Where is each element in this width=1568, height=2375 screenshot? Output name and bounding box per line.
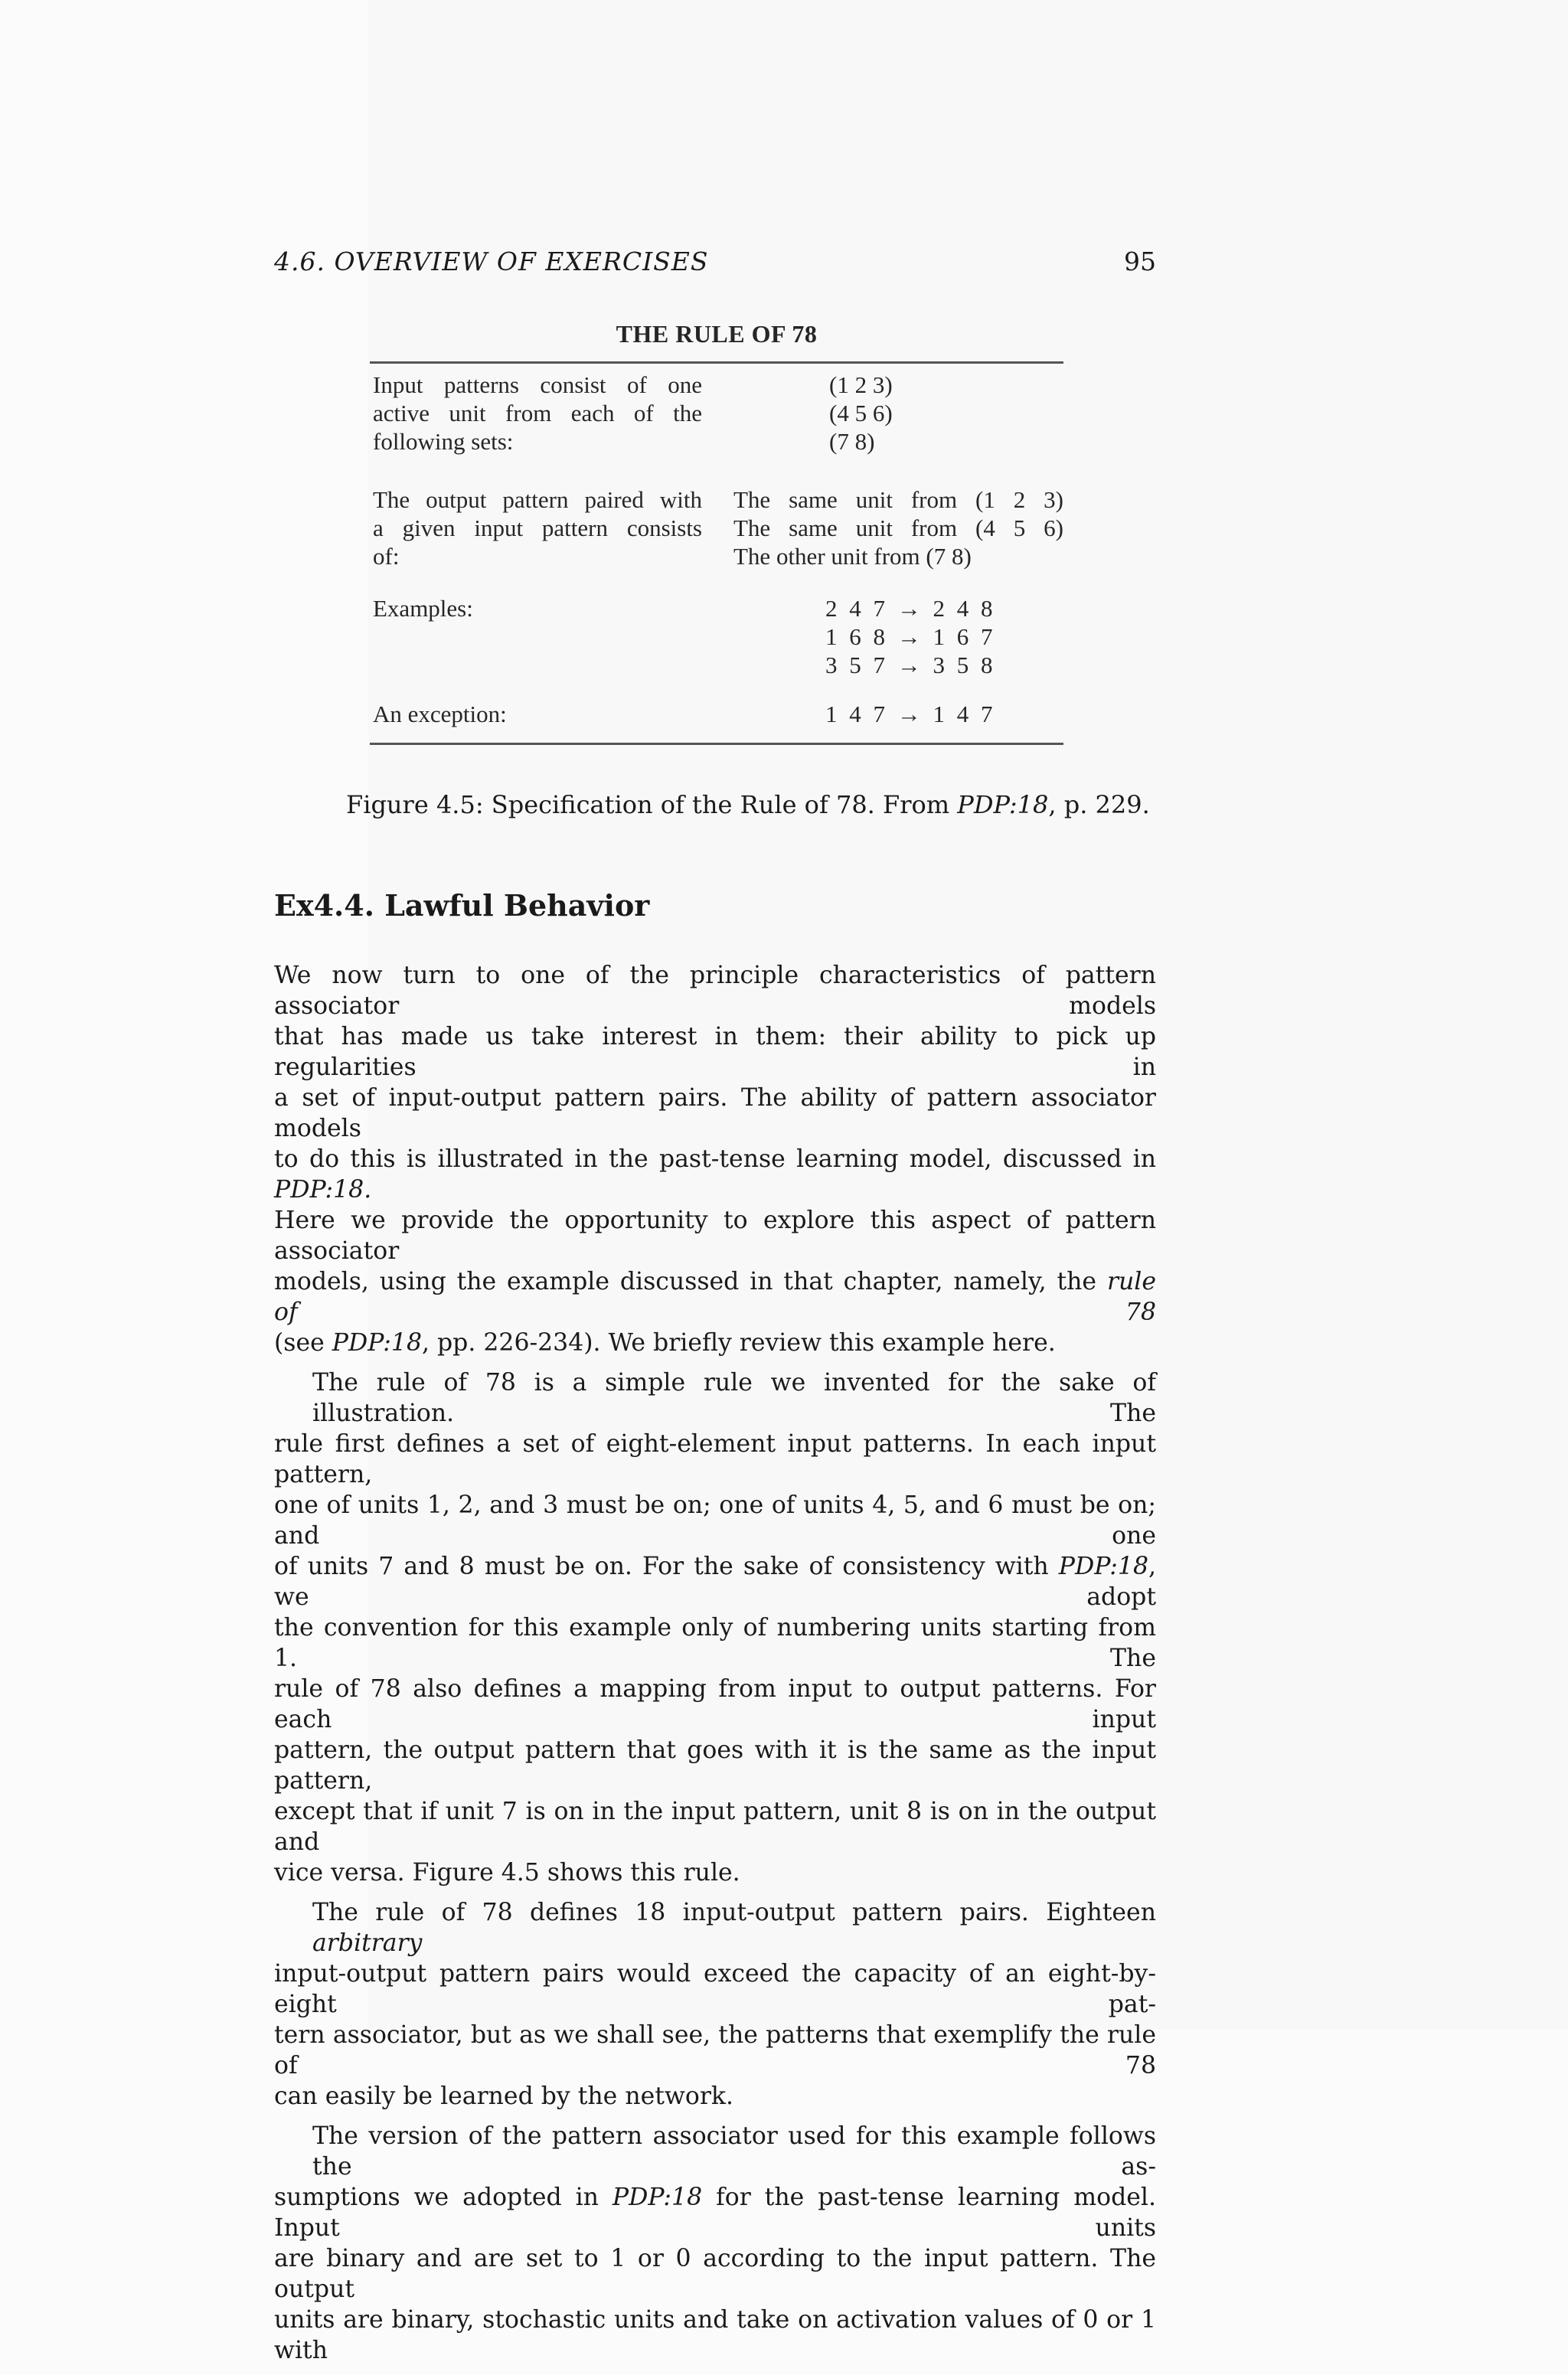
figure-caption [346, 790, 1150, 819]
figure-title: THE RULE OF 78 [616, 320, 818, 348]
value-line: The same unit from (4 5 6) [733, 515, 1063, 541]
exception-line: 1 4 7 → 1 4 7 [825, 701, 996, 727]
text-line: except that if unit 7 is on in the input pattern, unit 8 is on in the output and [274, 1798, 1156, 1856]
text-line: The version of the pattern associator used for this example follows the as- [312, 2122, 1156, 2181]
text-line: pattern, the output pattern that goes with it is the same as the input pattern, [274, 1736, 1156, 1795]
label-line: following sets: [373, 428, 514, 455]
label-line: of: [373, 543, 400, 570]
page-number: 95 [1124, 247, 1156, 276]
figure-row-label [373, 594, 702, 622]
text-line: rule first defines a set of eight-element input patterns. In each input pattern, [274, 1430, 1156, 1488]
figure-row-value [825, 594, 1009, 679]
text-line: We now turn to one of the principle characteristics of pattern associator models [274, 962, 1156, 1020]
section-heading: Ex4.4. Lawful Behavior [274, 888, 650, 923]
figure-bottom-rule [370, 743, 1063, 745]
label-line: An exception: [373, 701, 507, 727]
figure-row-label [373, 485, 702, 570]
text-line: units are binary, stochastic units and take on activation values of 0 or 1 with [274, 2306, 1156, 2364]
label-line: active unit from each of the [373, 400, 702, 426]
paragraph [274, 1367, 1156, 1888]
text-line: can easily be learned by the network. [274, 2083, 733, 2110]
text-line: are binary and are set to 1 or 0 according to the input pattern. The output [274, 2245, 1156, 2303]
figure-top-rule [370, 361, 1063, 364]
label-line: a given input pattern consists [373, 515, 702, 541]
label-line: Examples: [373, 595, 473, 622]
text-line: rule of 78 also defines a mapping from input to output patterns. For each input [274, 1675, 1156, 1733]
text-line: to do this is illustrated in the past-tense learning model, discussed in PDP:18. [274, 1145, 1156, 1204]
text-line: that has made us take interest in them: their ability to pick up regularities in [274, 1023, 1156, 1081]
italic-text: PDP:18 [612, 2184, 703, 2211]
caption-reference: PDP:18 [957, 790, 1049, 819]
text-line: of units 7 and 8 must be on. For the sake of consistency with PDP:18, we adopt [274, 1553, 1156, 1611]
italic-text: PDP:18 [1058, 1553, 1148, 1580]
figure-row-value [829, 371, 952, 456]
text-line: (see PDP:18, pp. 226-234). We briefly review this example here. [274, 1329, 1056, 1357]
rule-of-78-figure [370, 315, 1063, 758]
body-text [274, 960, 1156, 2375]
label-line: The output pattern paired with [373, 486, 702, 513]
figure-row-value [733, 485, 1063, 570]
example-line: 2 4 7 → 2 4 8 [825, 595, 996, 622]
italic-text: PDP:18 [332, 1329, 422, 1357]
figure-row-label [373, 371, 702, 456]
running-head [274, 247, 1156, 280]
text-line: tern associator, but as we shall see, the patterns that exemplify the rule of 78 [274, 2021, 1156, 2079]
text-line: The rule of 78 defines 18 input-output pattern pairs. Eighteen arbitrary [312, 1899, 1156, 1957]
figure-row-label [373, 700, 702, 728]
text-line: sumptions we adopted in PDP:18 for the past-tense learning model. Input units [274, 2184, 1156, 2242]
italic-text: PDP:18. [274, 1176, 372, 1204]
text-line: models, using the example discussed in that chapter, namely, the rule of 78 [274, 1268, 1156, 1326]
value-line: (7 8) [829, 428, 875, 455]
text-line: vice versa. Figure 4.5 shows this rule. [274, 1859, 740, 1887]
value-line: The same unit from (1 2 3) [733, 486, 1063, 513]
italic-text: arbitrary [312, 1929, 423, 1957]
caption-text: Figure 4.5: Specification of the Rule of 78. From [346, 790, 958, 819]
running-head-title: 4.6. OVERVIEW OF EXERCISES [274, 247, 709, 276]
paragraph [274, 1897, 1156, 2112]
example-line: 1 6 8 → 1 6 7 [825, 623, 996, 650]
value-line: The other unit from (7 8) [733, 543, 972, 570]
text-line: one of units 1, 2, and 3 must be on; one of units 4, 5, and 6 must be on; and one [274, 1491, 1156, 1550]
text-line: the convention for this example only of numbering units starting from 1. The [274, 1614, 1156, 1672]
example-line: 3 5 7 → 3 5 8 [825, 652, 996, 678]
value-line: (4 5 6) [829, 400, 893, 426]
text-line: a set of input-output pattern pairs. The ability of pattern associator models [274, 1084, 1156, 1142]
paragraph [274, 960, 1156, 1358]
figure-row-value [825, 700, 1009, 728]
label-line: Input patterns consist of one [373, 371, 702, 398]
text-line: The rule of 78 is a simple rule we invented for the sake of illustration. The [312, 1369, 1156, 1427]
value-line: (1 2 3) [829, 371, 893, 398]
caption-text: , p. 229. [1048, 790, 1150, 819]
text-line: Here we provide the opportunity to explore this aspect of pattern associator [274, 1207, 1156, 1265]
text-line: input-output pattern pairs would exceed the capacity of an eight-by-eight pat- [274, 1960, 1156, 2018]
paragraph [274, 2121, 1156, 2366]
italic-text: rule of 78 [274, 1268, 1156, 1326]
